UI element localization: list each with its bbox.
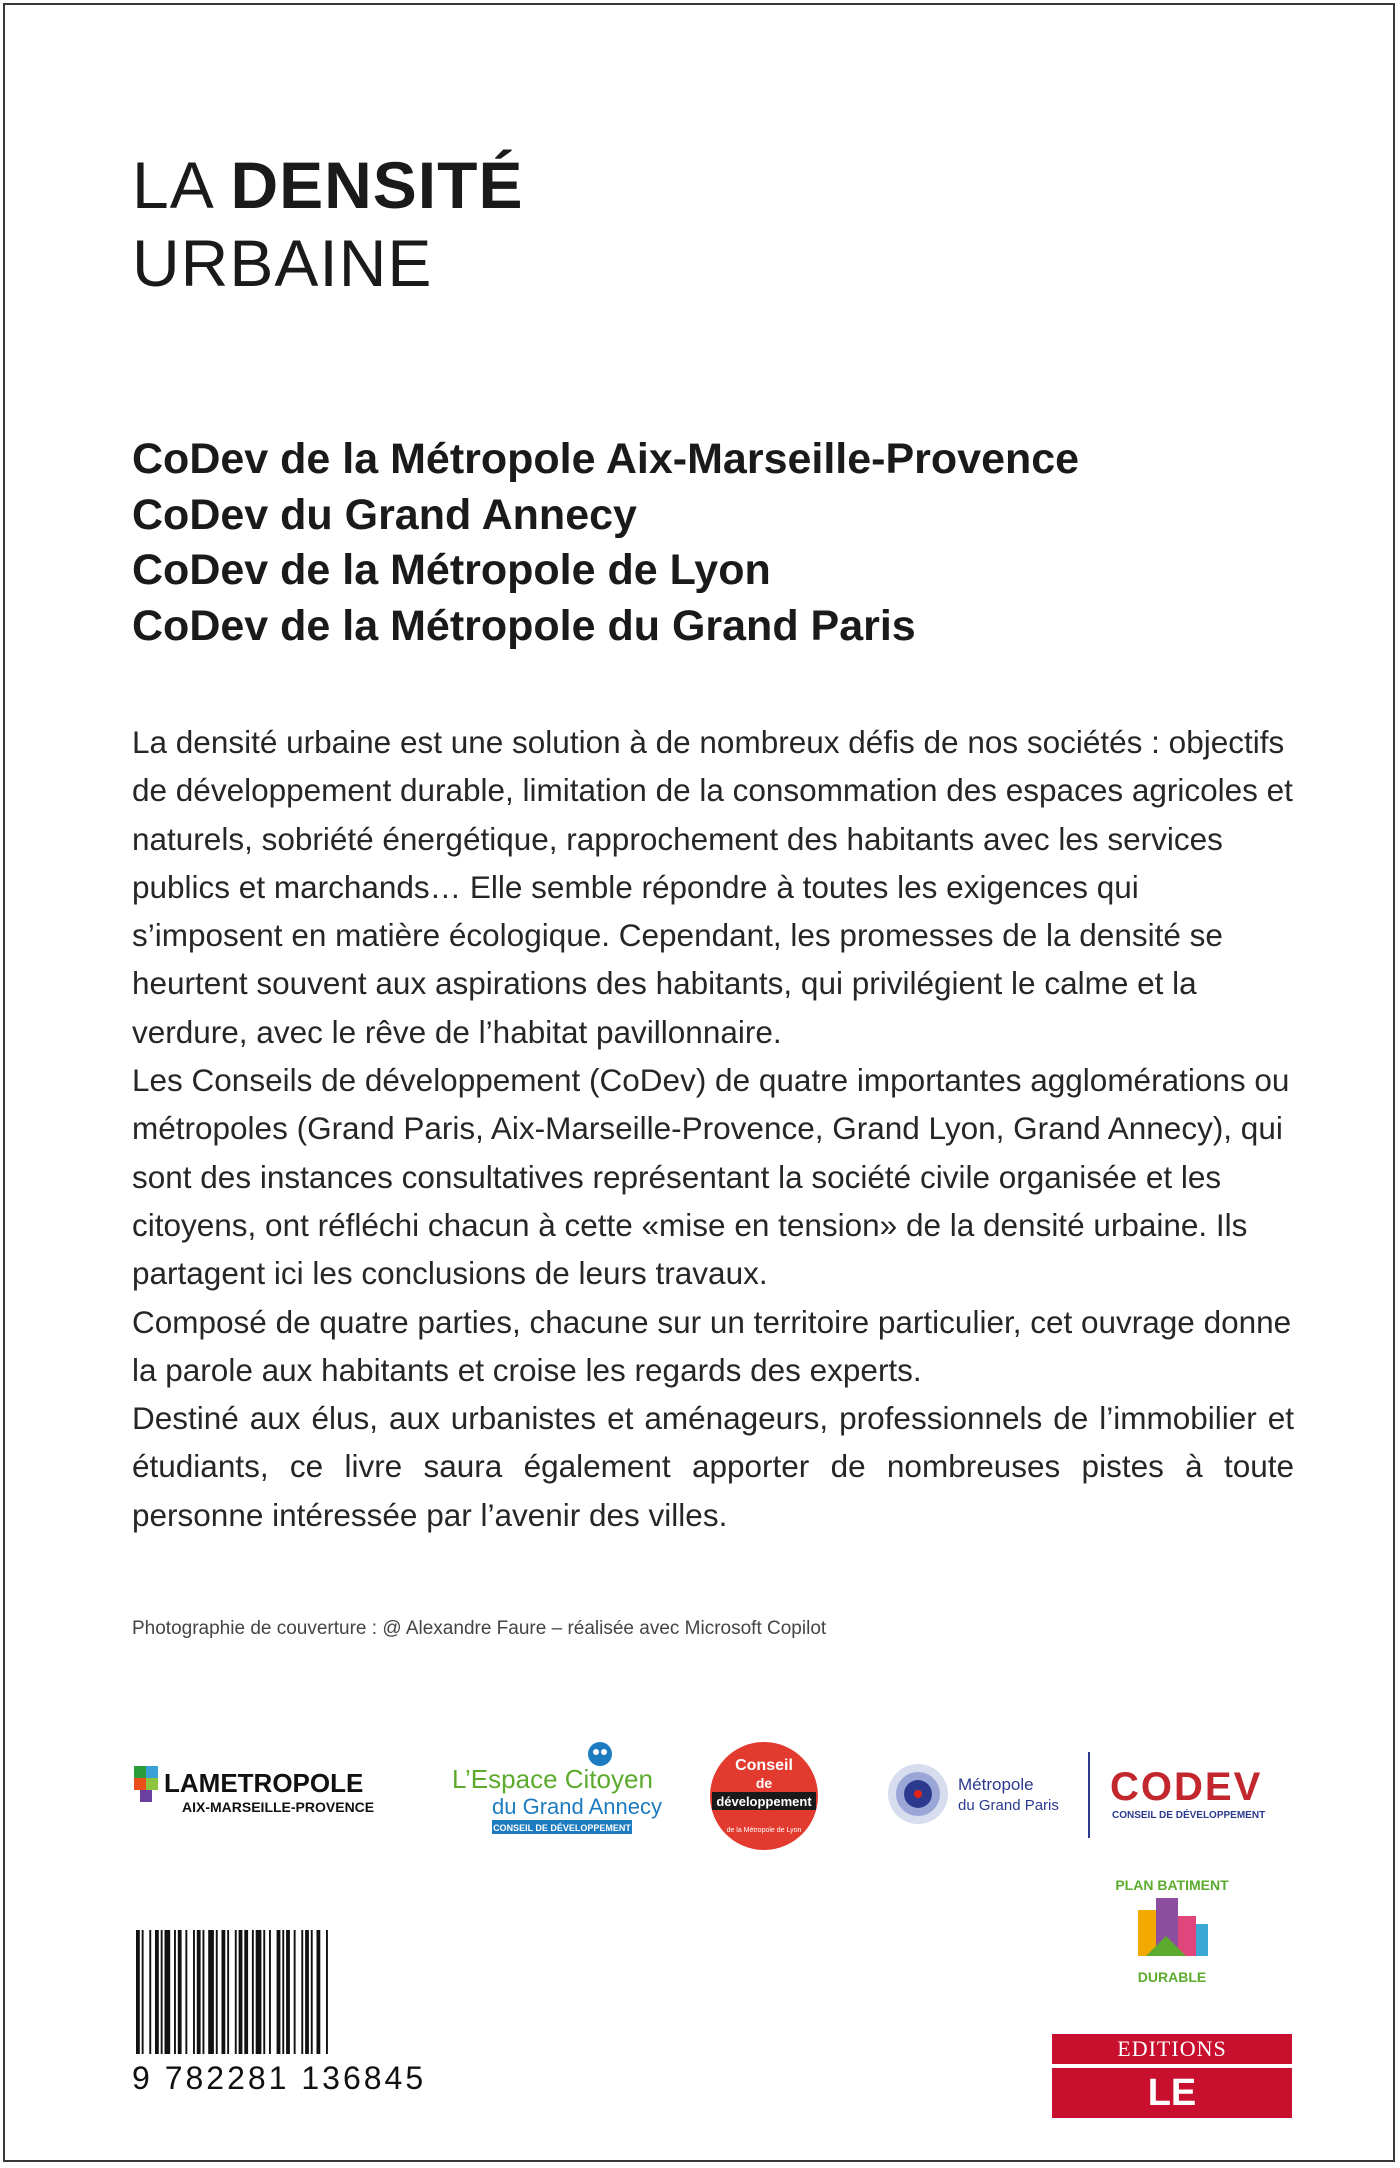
author: CoDev de la Métropole de Lyon <box>132 546 771 594</box>
blurb-paragraph: Composé de quatre parties, chacune sur un territoire particulier, cet ouvrage donne la parole aux habitants et croise les regards des experts. <box>132 1303 1292 1388</box>
barcode-bar <box>227 1930 229 2054</box>
barcode-bar <box>305 1930 309 2054</box>
barcode-bar <box>193 1930 195 2054</box>
codev-logo <box>1108 1764 1294 1824</box>
author: CoDev du Grand Annecy <box>132 490 637 539</box>
logo-divider <box>1088 1752 1090 1838</box>
barcode-bar <box>326 1930 328 2054</box>
codev-subtitle: CONSEIL DE DÉVELOPPEMENT <box>1112 1810 1266 1821</box>
barcode-bar <box>149 1930 151 2054</box>
barcode-image <box>132 1930 394 2058</box>
barcode-bar <box>263 1930 265 2054</box>
barcode-bar <box>256 1930 262 2054</box>
annecy-line-1: L’Espace Citoyen <box>452 1764 653 1794</box>
barcode-bar <box>286 1930 290 2054</box>
barcode-bar <box>203 1930 205 2054</box>
barcode-bar <box>244 1930 248 2054</box>
title-emphasis: DENSITÉ <box>230 148 524 222</box>
barcode-bar <box>301 1930 303 2054</box>
grand-paris-logo <box>886 1760 1066 1830</box>
paris-line-1: Métropole <box>958 1775 1034 1794</box>
title-line-2: URBAINE <box>132 226 433 300</box>
plan-top-text: PLAN BATIMENT <box>1115 1877 1229 1893</box>
barcode-bar <box>239 1930 243 2054</box>
barcode-bar <box>252 1930 254 2054</box>
isbn-number: 9 782281 136845 <box>132 2060 427 2096</box>
annecy-badge: CONSEIL DE DÉVELOPPEMENT <box>493 1823 631 1833</box>
lyon-line-2: de <box>755 1775 773 1791</box>
barcode-bar <box>269 1930 271 2054</box>
codev-name: CODEV <box>1110 1765 1263 1809</box>
blurb-paragraph: Destiné aux élus, aux urbanistes et aménageurs, professionnels de l’immobilier et étudiants, ce livre saura également apporter de nombreuses pistes à toute personne intéressée par l’avenir des villes. <box>132 1400 1294 1533</box>
barcode-bar <box>155 1930 159 2054</box>
barcode-bar <box>294 1930 296 2054</box>
lyon-codev-logo <box>708 1740 820 1852</box>
barcode-bar <box>197 1930 201 2054</box>
annecy-line-2: du Grand Annecy <box>492 1794 663 1819</box>
photo-credit: Photographie de couverture : @ Alexandre Faure – réalisée avec Microsoft Copilot <box>132 1618 827 1639</box>
barcode-bar <box>277 1930 281 2054</box>
barcode-bar <box>136 1930 140 2054</box>
plan-bottom-text: DURABLE <box>1137 1969 1207 1985</box>
svg-text:LAMETROPOLE <box>164 1768 363 1798</box>
barcode-bar <box>235 1930 237 2054</box>
blurb-paragraph: La densité urbaine est une solution à de nombreux défis de nos sociétés : objectifs de développement durable, limitation de la consommation des espaces agricoles et naturels, sobriété énergétique, rapprochement des habitants avec les services publics et marchands… Elle semble répondre à toutes les exigences qui s’imposent en matière écologique. Cependant, les promesses de la densité se heurtent souvent aux aspirations des habitants, qui privilégient le calme et la verdure, avec le rêve de l’habitat pavillonnaire. <box>132 724 1293 1050</box>
aix-marseille-logo <box>132 1760 394 1820</box>
lyon-line-1: Conseil <box>735 1757 793 1774</box>
barcode-bar <box>311 1930 313 2054</box>
barcode-bar <box>174 1930 176 2054</box>
barcode-bar <box>282 1930 284 2054</box>
lyon-ring-text: de la Métropole de Lyon <box>726 1827 802 1834</box>
barcode-bar <box>222 1930 226 2054</box>
barcode-bar <box>208 1930 214 2054</box>
authors-list <box>132 432 1312 654</box>
partner-logos <box>0 1740 1400 1880</box>
author: CoDev de la Métropole du Grand Paris <box>132 601 916 650</box>
aix-brand-prefix: LA <box>164 1768 199 1798</box>
barcode-bar <box>317 1930 321 2054</box>
paris-line-2: du Grand Paris <box>958 1797 1059 1814</box>
publisher-logo <box>1052 2034 1292 2164</box>
barcode-bar <box>178 1930 182 2054</box>
barcode-bar <box>216 1930 218 2054</box>
lyon-line-3: développement <box>716 1794 812 1809</box>
author: CoDev de la Métropole Aix-Marseille-Provence <box>132 435 1080 483</box>
aix-brand-main: METROPOLE <box>198 1768 364 1798</box>
book-title <box>132 148 523 300</box>
blurb-paragraph: Les Conseils de développement (CoDev) de quatre importantes agglomérations ou métropoles (Grand Paris, Aix-Marseille-Provence, Grand Lyon, Grand Annecy), qui sont des instances consultatives représentant la société civile organisée et les citoyens, ont réfléchi chacun à cette «mise en tension» de la densité urbaine. Ils partagent ici les conclusions de leurs travaux. <box>132 1062 1290 1292</box>
aix-subtitle: AIX-MARSEILLE-PROVENCE <box>182 1799 375 1815</box>
back-cover-blurb <box>132 718 1294 1539</box>
title-prefix: LA <box>132 148 212 222</box>
publisher-top: EDITIONS <box>1052 2034 1292 2064</box>
plan-batiment-durable-logo <box>1108 1868 1236 1996</box>
annecy-logo <box>450 1740 663 1840</box>
barcode-bar <box>142 1930 144 2054</box>
barcode-bar <box>161 1930 163 2054</box>
barcode-bar <box>185 1930 187 2054</box>
isbn-barcode <box>132 1930 427 2108</box>
title-line-1 <box>132 148 523 222</box>
publisher-name: LE MONITEUR <box>1052 2068 1292 2118</box>
barcode-bar <box>165 1930 171 2054</box>
